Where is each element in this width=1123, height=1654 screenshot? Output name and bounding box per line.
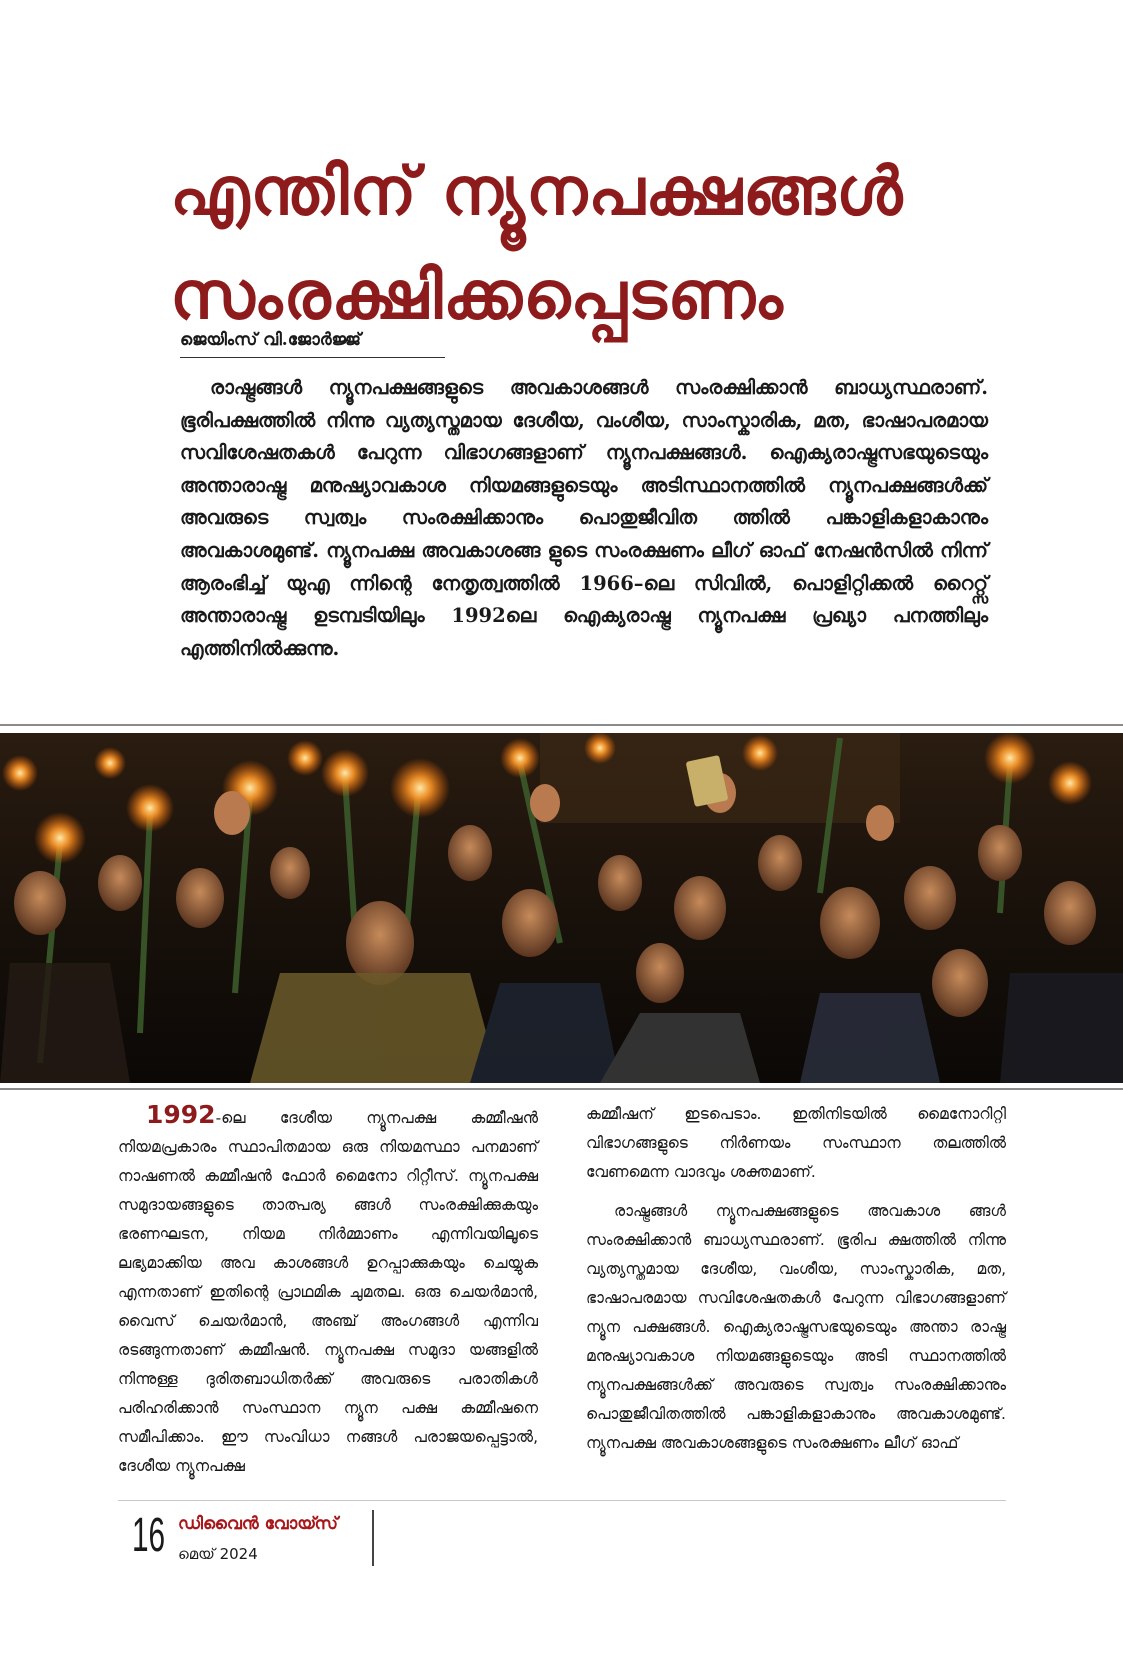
footer-divider <box>118 1500 1006 1501</box>
body-column-right <box>586 1100 1006 1468</box>
intro-paragraph: രാഷ്ട്രങ്ങൾ ന്യൂനപക്ഷങ്ങളുടെ അവകാശങ്ങൾ സംരക്ഷിക്കാൻ ബാധ്യസ്ഥരാണ്. ഭൂരിപക്ഷത്തിൽ നിന്നു വ്യത്യസ്തമായ ദേശീയ, വംശീയ, സാംസ്കാരിക, മത, ഭാഷാപരമായ സവിശേഷതകൾ പേറുന്ന വിഭാഗങ്ങളാണ് ന്യൂനപക്ഷങ്ങൾ. ഐക്യരാഷ്ട്രസഭയുടെയും അന്താരാഷ്ട്ര മനുഷ്യാവകാശ നിയമങ്ങളുടെയും അടിസ്ഥാനത്തിൽ ന്യൂനപക്ഷങ്ങൾക്ക് അവരുടെ സ്വത്വം സംരക്ഷിക്കാനും പൊതുജീവിത ത്തിൽ പങ്കാളികളാകാനും അവകാശമുണ്ട്. ന്യൂനപക്ഷ അവകാശങ്ങ ളുടെ സംരക്ഷണം ലീഗ് ഓഫ് നേഷൻസിൽ നിന്ന് ആരംഭിച്ച് യുഎ ന്നിന്റെ നേതൃത്വത്തിൽ 1966–ലെ സിവിൽ, പൊളിറ്റിക്കൽ റൈറ്റ്സ് അന്താരാഷ്ട്ര ഉടമ്പടിയിലും 1992ലെ ഐക്യരാഷ്ട്ര ന്യൂനപക്ഷ പ്രഖ്യാ പനത്തിലും എത്തിനിൽക്കുന്നു. <box>180 376 988 660</box>
right-paragraph-2: രാഷ്ട്രങ്ങൾ ന്യൂനപക്ഷങ്ങളുടെ അവകാശ ങ്ങൾ സംരക്ഷിക്കാൻ ബാധ്യസ്ഥരാണ്. ഭൂരിപ ക്ഷത്തിൽ നിന്നു വ്യത്യസ്തമായ ദേശീയ, വംശീയ, സാംസ്കാരിക, മത, ഭാഷാപരമായ സവിശേഷതകൾ പേറുന്ന വിഭാഗങ്ങളാണ് ന്യൂന പക്ഷങ്ങൾ. ഐക്യരാഷ്ട്രസഭയുടെയും അന്താ രാഷ്ട്ര മനുഷ്യാവകാശ നിയമങ്ങളുടെയും അടി സ്ഥാനത്തിൽ ന്യൂനപക്ഷങ്ങൾക്ക് അവരുടെ സ്വത്വം സംരക്ഷിക്കാനും പൊതുജീവിതത്തിൽ പങ്കാളികളാകാനും അവകാശമുണ്ട്. ന്യൂനപക്ഷ അവകാശങ്ങളുടെ സംരക്ഷണം ലീഗ് ഓഫ് <box>586 1202 1006 1452</box>
right-paragraph-1: കമ്മീഷന് ഇടപെടാം. ഇതിനിടയിൽ മൈനോറിറ്റി വിഭാഗങ്ങളുടെ നിർണയം സംസ്ഥാന തലത്തിൽ വേണമെന്ന വാദവും ശക്തമാണ്. <box>586 1105 1006 1181</box>
article-title <box>170 140 1070 348</box>
left-paragraph <box>118 1100 538 1481</box>
top-divider <box>0 724 1123 726</box>
page-number: 16 <box>132 1509 166 1562</box>
photo-illustration <box>0 733 1123 1083</box>
title-line-2: സംരക്ഷിക്കപ്പെടണം <box>170 257 784 334</box>
title-line-1: എന്തിന് ന്യൂനപക്ഷങ്ങൾ <box>170 153 904 230</box>
crowd-torch-rally-photo <box>0 733 1123 1083</box>
bottom-divider <box>0 1088 1123 1090</box>
author-byline: ജെയിംസ് വി.ജോർജ്ജ് <box>180 330 445 358</box>
left-paragraph-text: -ലെ ദേശീയ ന്യൂനപക്ഷ കമ്മീഷൻ നിയമപ്രകാരം സ്ഥാപിതമായ ഒരു നിയമസ്ഥാ പനമാണ് നാഷണൽ കമ്മീഷൻ ഫോർ മൈനോ റിറ്റീസ്. ന്യൂനപക്ഷ സമുദായങ്ങളുടെ താത്പര്യ ങ്ങൾ സംരക്ഷിക്കുകയും ഭരണഘടന, നിയമ നിർമ്മാണം എന്നിവയിലൂടെ ലഭ്യമാക്കിയ അവ കാശങ്ങൾ ഉറപ്പാക്കുകയും ചെയ്യുക എന്നതാണ് ഇതിന്റെ പ്രാഥമിക ചുമതല. ഒരു ചെയർമാൻ, വൈസ് ചെയർമാൻ, അഞ്ച് അംഗങ്ങൾ എന്നിവ രടങ്ങുന്നതാണ് കമ്മീഷൻ. ന്യൂനപക്ഷ സമുദാ യങ്ങളിൽ നിന്നുള്ള ദുരിതബാധിതർക്ക് അവരുടെ പരാതികൾ പരിഹരിക്കാൻ സംസ്ഥാന ന്യൂന പക്ഷ കമ്മീഷനെ സമീപിക്കാം. ഈ സംവിധാ നങ്ങൾ പരാജയപ്പെട്ടാൽ, ദേശീയ ന്യൂനപക്ഷ <box>118 1109 538 1475</box>
drop-year: 1992 <box>146 1100 216 1129</box>
footer-vertical-rule <box>372 1510 374 1566</box>
body-column-left <box>118 1100 538 1491</box>
magazine-name: ഡിവൈൻ വോയ്സ് <box>178 1514 338 1534</box>
issue-date: മെയ് 2024 <box>178 1545 258 1563</box>
